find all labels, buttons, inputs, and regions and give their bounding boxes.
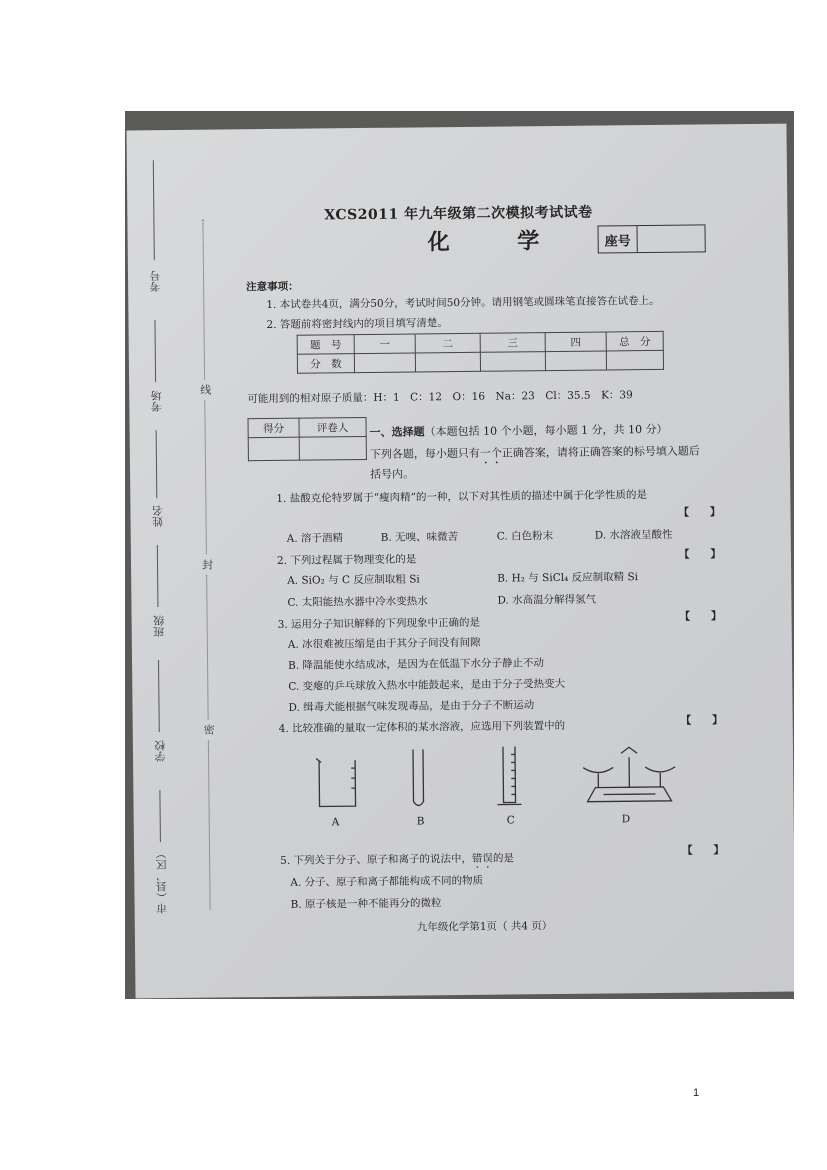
seat-label: 座号 <box>599 226 638 252</box>
city-label: 市（县、区） <box>154 848 169 915</box>
seal-char-mi: 密 <box>204 720 215 740</box>
score-input-cell[interactable] <box>545 351 606 371</box>
exam-paper <box>126 124 794 999</box>
q1-answer-bracket[interactable]: 【 】 <box>678 506 721 519</box>
q1-option-b: B. 无嗅、味微苦 <box>380 531 459 544</box>
q4-answer-bracket[interactable]: 【 】 <box>680 714 723 727</box>
q5-answer-bracket[interactable]: 【 】 <box>681 844 725 857</box>
grader-table <box>247 417 366 461</box>
score-header-cell: 四 <box>545 332 606 352</box>
exam-no-blank[interactable] <box>153 160 155 260</box>
instr-part: 正确答案，请将正确答案的标号填入题后 <box>501 444 700 460</box>
school-blank[interactable] <box>158 660 160 732</box>
school-label: 学校 <box>153 740 168 763</box>
q3-option-b: B. 降温能使水结成冰，是因为在低温下水分子静止不动 <box>288 657 545 672</box>
section1-header <box>370 421 668 440</box>
q5-stem-part: 5. 下列关于分子、原子和离子的说法中， <box>280 852 473 867</box>
q5-stem-emphasis: 错误 <box>471 852 494 865</box>
score-row-label: 分 数 <box>297 354 354 374</box>
section1-heading: 一、选择题 <box>369 425 425 439</box>
q4-label-c: C <box>506 814 515 827</box>
section1-instruction <box>370 442 700 467</box>
score-header-cell: 三 <box>480 333 545 353</box>
score-header-cell: 总 分 <box>606 331 663 351</box>
q4-label-b: B <box>416 815 425 828</box>
q4-stem: 4. 比较准确的量取一定体积的某水溶液，应选用下列装置中的 <box>278 719 566 735</box>
q5-stem-part: 的是 <box>492 852 515 865</box>
section1-desc: （本题包括 10 个小题，每小题 1 分，共 10 分） <box>424 422 668 439</box>
seal-char-xian: 线 <box>200 380 211 400</box>
room-blank[interactable] <box>154 320 156 382</box>
q2-answer-bracket[interactable]: 【 】 <box>678 548 722 561</box>
grader-name-cell[interactable] <box>299 436 366 460</box>
binding-strip <box>147 220 214 921</box>
q5-stem <box>280 850 514 872</box>
q2-option-d: D. 水高温分解得氢气 <box>497 593 597 607</box>
instr-part: 下列各题，每小题只有 <box>369 446 480 461</box>
score-input-cell[interactable] <box>480 352 545 372</box>
q2-option-c: C. 太阳能热水器中冷水变热水 <box>287 595 428 609</box>
city-blank[interactable] <box>159 790 161 842</box>
q2-stem: 2. 下列过程属于物理变化的是 <box>276 553 417 567</box>
graduated-cylinder-icon <box>497 746 522 804</box>
note-item-2: 2. 答题前将密封线内的项目填写清楚。 <box>266 317 448 332</box>
balance-scale-icon <box>583 747 676 802</box>
q3-option-c: C. 变瘪的乒乓球放入热水中能鼓起来，是由于分子受热变大 <box>288 677 566 693</box>
scanned-photo <box>125 111 794 999</box>
exam-title: XCS2011 年九年级第二次模拟考试试卷 <box>324 204 593 224</box>
q5-option-b: B. 原子核是一种不能再分的微粒 <box>290 897 442 911</box>
score-header-cell: 二 <box>415 333 480 353</box>
name-label: 姓名 <box>151 505 165 528</box>
page-footer: 九年级化学第1页（ 共4 页） <box>416 920 553 934</box>
grader-header-cell: 评卷人 <box>299 417 366 437</box>
note-item-1: 1. 本试卷共4页，满分50分，考试时间50分钟。请用钢笔或圆珠笔直接答在试卷上。 <box>266 294 660 312</box>
score-input-cell[interactable] <box>354 353 415 373</box>
room-label: 考场 <box>150 390 164 413</box>
q1-option-c: C. 白色粉末 <box>496 530 554 543</box>
q3-option-d: D. 缉毒犬能根据气味发现毒品，是由于分子不断运动 <box>288 699 535 714</box>
notes-heading: 注意事项： <box>246 280 299 294</box>
test-tube-icon <box>413 749 424 805</box>
grader-header-cell: 得分 <box>248 418 299 438</box>
seal-char-feng: 封 <box>202 555 213 575</box>
score-table-value-row <box>297 350 663 373</box>
name-blank[interactable] <box>156 430 158 498</box>
q1-stem: 1. 盐酸克伦特罗属于“瘦肉精”的一种，以下对其性质的描述中属于化学性质的是 <box>276 489 647 505</box>
score-input-cell[interactable] <box>606 350 663 370</box>
class-blank[interactable] <box>157 545 159 607</box>
score-table <box>297 331 664 374</box>
instr-emphasis: 一个 <box>479 446 502 460</box>
subject-title: 化 学 <box>427 227 570 256</box>
q1-option-a: A. 溶于酒精 <box>286 532 344 545</box>
exam-no-label: 考号 <box>148 270 163 293</box>
q3-option-a: A. 冰很难被压缩是由于其分子间没有间隙 <box>287 636 481 651</box>
atomic-masses: 可能用到的相对原子质量：H：1 C：12 O：16 Na：23 Cl：35.5 K：39 <box>247 389 633 406</box>
grader-score-cell[interactable] <box>248 437 299 461</box>
q5-option-a: A. 分子、原子和离子都能构成不同的物质 <box>290 874 484 889</box>
beaker-icon <box>316 758 356 806</box>
q2-option-b: B. H₂ 与 SiCl₄ 反应制取精 Si <box>497 571 639 585</box>
q3-stem: 3. 运用分子知识解释的下列现象中正确的是 <box>277 616 481 631</box>
page-number: 1 <box>693 1087 700 1099</box>
score-header-cell: 题 号 <box>297 335 354 355</box>
q4-label-d: D <box>621 813 631 826</box>
q4-label-a: A <box>331 816 340 829</box>
q3-answer-bracket[interactable]: 【 】 <box>679 610 722 623</box>
score-input-cell[interactable] <box>415 352 480 372</box>
score-header-cell: 一 <box>354 334 415 354</box>
class-label: 班级 <box>152 615 166 638</box>
q1-option-d: D. 水溶液呈酸性 <box>594 528 673 542</box>
section1-instruction-cont: 括号内。 <box>370 467 415 481</box>
seat-box[interactable] <box>597 224 705 253</box>
q2-option-a: A. SiO₂ 与 C 反应制取粗 Si <box>287 573 420 587</box>
